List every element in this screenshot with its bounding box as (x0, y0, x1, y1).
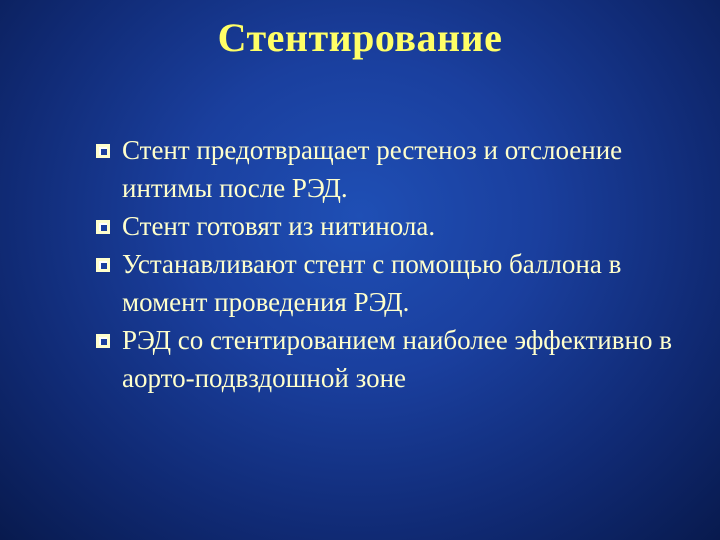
bullet-text: РЭД со стентированием наиболее эффективно в аорто-подвздошной зоне (122, 325, 672, 393)
square-bullet-icon (96, 334, 110, 348)
bullet-item (96, 207, 696, 245)
slide-title: Стентирование (217, 15, 503, 60)
square-bullet-icon (96, 220, 110, 234)
bullet-item (96, 321, 696, 397)
square-bullet-icon (96, 144, 110, 158)
square-bullet-icon (96, 258, 110, 272)
bullet-text: Устанавливают стент с помощью баллона в момент проведения РЭД. (122, 249, 622, 317)
bullet-text: Стент готовят из нитинола. (122, 211, 436, 241)
bullet-item (96, 245, 696, 321)
bullet-text: Стент предотвращает рестеноз и отслоение интимы после РЭД. (122, 135, 623, 203)
bullet-list (96, 131, 696, 397)
bullet-item (96, 131, 696, 207)
